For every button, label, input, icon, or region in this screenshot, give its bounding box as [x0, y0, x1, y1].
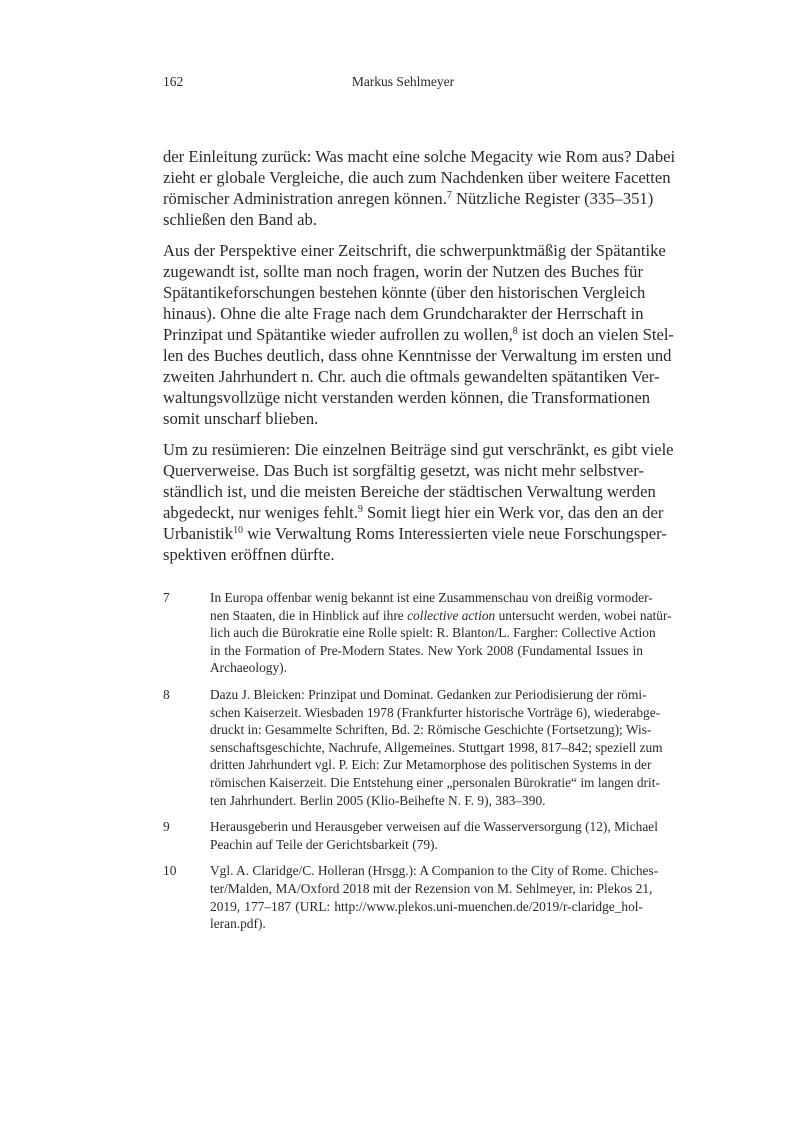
text-run: ist doch an vielen Stel-: [517, 325, 674, 344]
text-line: [163, 146, 676, 167]
paragraph: [163, 240, 674, 429]
text-line: [163, 167, 671, 188]
text-run: Herausgeberin und Herausgeber verweisen auf die Wasserversorgung (12), Michael: [210, 819, 658, 835]
text-line: [163, 481, 656, 502]
footnote-number: 8: [163, 686, 170, 702]
text-run: zugewandt ist, sollte man noch fragen, worin der Nutzen des Buches für: [163, 262, 643, 281]
text-run: dritten Jahrhundert vgl. P. Eich: Zur Metamorphose des politischen Systems in der: [210, 757, 652, 773]
paragraph: [163, 439, 674, 565]
text-run: ter/Malden, MA/Oxford 2018 mit der Rezension von M. Sehlmeyer, in: Plekos 21,: [210, 880, 653, 896]
text-line: [163, 366, 660, 387]
text-line: [210, 756, 652, 774]
text-line: [163, 544, 643, 565]
text-run: der Einleitung zurück: Was macht eine solche Megacity wie Rom aus? Dabei: [163, 147, 676, 166]
text-line: [163, 523, 667, 544]
text-run: Querverweise. Das Buch ist sorgfältig gesetzt, was nicht mehr selbstver-: [163, 461, 644, 480]
text-run: schließen den Band ab.: [163, 210, 317, 229]
text-run: druckt in: Gesammelte Schriften, Bd. 2: Römische Geschichte (Fortsetzung); Wis-: [210, 722, 652, 738]
text-run: len des Buches deutlich, dass ohne Kenntnisse der Verwaltung im ersten und: [163, 346, 672, 365]
text-line: [210, 818, 658, 836]
text-line: [210, 739, 663, 757]
text-run: Spätantikeforschungen bestehen könnte (über den historischen Vergleich: [163, 283, 646, 302]
text-line: [210, 659, 643, 677]
text-line: [163, 439, 674, 460]
text-run: wie Verwaltung Roms Interessierten viele neue Forschungsper-: [243, 524, 667, 543]
footnotes: [163, 589, 672, 942]
text-run: römischen Kaiserzeit. Die Entstehung einer „personalen Bürokratie“ im langen drit-: [210, 774, 660, 790]
text-run: römischer Administration anregen können.: [163, 189, 447, 208]
running-head: Markus Sehlmeyer: [351, 74, 455, 89]
text-run: Archaeology).: [210, 660, 287, 676]
text-run: Nützliche Register (335–351): [451, 189, 654, 208]
text-line: [163, 345, 672, 366]
text-run: Somit liegt hier ein Werk vor, das den an der: [362, 503, 664, 522]
text-line: [163, 303, 643, 324]
paragraph: [163, 146, 676, 230]
text-line: [210, 686, 647, 704]
text-line: [210, 880, 653, 898]
text-run: spektiven eröffnen dürfte.: [163, 545, 335, 564]
body-text: [163, 146, 676, 575]
text-line: [210, 704, 661, 722]
footnote: [163, 818, 658, 853]
text-run: waltungsvollzüge nicht verstanden werden können, die Transformationen: [163, 388, 651, 407]
footnote: [163, 686, 663, 809]
footnote-number: 9: [163, 819, 170, 835]
text-line: [163, 240, 666, 261]
text-run: senschaftsgeschichte, Nachrufe, Allgemeines. Stuttgart 1998, 817–842; speziell zum: [210, 739, 663, 755]
text-run: 2019, 177–187 (URL: http://www.plekos.uni-muenchen.de/2019/r-claridge_hol-: [210, 898, 643, 914]
text-line: [210, 862, 659, 880]
text-line: [210, 836, 643, 854]
footnote-number: 7: [163, 590, 170, 605]
text-line: [210, 721, 652, 739]
text-run: Urbanistik: [163, 524, 234, 543]
text-line: [210, 607, 672, 625]
footnote-ref[interactable]: 10: [233, 525, 244, 537]
footnote-number: 10: [163, 863, 177, 879]
page-header: [163, 74, 643, 94]
footnote-ref[interactable]: 7: [446, 190, 452, 202]
text-run: abgedeckt, nur weniges fehlt.: [163, 503, 358, 522]
text-line: [163, 324, 674, 345]
footnote-ref[interactable]: 9: [357, 504, 363, 516]
text-run: Vgl. A. Claridge/C. Holleran (Hrsgg.): A Companion to the City of Rome. Chiches-: [210, 863, 659, 879]
text-line: [210, 792, 643, 810]
text-line: [210, 898, 643, 916]
text-line: [210, 774, 660, 792]
text-run: lich auch die Bürokratie eine Rolle spielt: R. Blanton/L. Fargher: Collective Action: [210, 625, 656, 641]
text-line: [163, 261, 643, 282]
text-run: somit unscharf blieben.: [163, 409, 319, 428]
text-line: [163, 188, 654, 209]
text-run: zweiten Jahrhundert n. Chr. auch die oftmals gewandelten spätantiken Ver-: [163, 367, 660, 386]
text-run: Aus der Perspektive einer Zeitschrift, die schwerpunktmäßig der Spätantike: [163, 241, 666, 260]
text-line: [210, 915, 643, 933]
italic-text: collective action: [407, 607, 496, 623]
page-number: 162: [163, 74, 184, 89]
text-run: untersucht werden, wobei natür-: [495, 607, 672, 623]
text-run: zieht er globale Vergleiche, die auch zum Nachdenken über weitere Facetten: [163, 168, 671, 187]
text-run: nen Staaten, die in Hinblick auf ihre: [210, 607, 408, 623]
footnote: [163, 862, 659, 932]
text-run: schen Kaiserzeit. Wiesbaden 1978 (Frankfurter historische Vorträge 6), wiederabge-: [210, 704, 661, 720]
text-run: Peachin auf Teile der Gerichtsbarkeit (79).: [210, 836, 438, 852]
text-run: Dazu J. Bleicken: Prinzipat und Dominat. Gedanken zur Periodisierung der römi-: [210, 686, 647, 702]
text-line: [163, 282, 646, 303]
text-run: in the Formation of Pre-Modern States. New York 2008 (Fundamental Issues in: [210, 642, 643, 658]
text-line: [163, 408, 643, 429]
text-run: hinaus). Ohne die alte Frage nach dem Grundcharakter der Herrschaft in: [163, 304, 644, 323]
text-run: leran.pdf).: [210, 916, 266, 932]
text-run: ten Jahrhundert. Berlin 2005 (Klio-Beihefte N. F. 9), 383–390.: [210, 792, 546, 808]
text-line: [163, 460, 643, 481]
text-run: In Europa offenbar wenig bekannt ist eine Zusammenschau von dreißig vormoder-: [210, 590, 653, 605]
text-run: Um zu resümieren: Die einzelnen Beiträge sind gut verschränkt, es gibt viele: [163, 440, 674, 459]
text-line: [210, 642, 643, 660]
text-line: [163, 387, 651, 408]
text-line: [163, 502, 664, 523]
footnote: [163, 589, 672, 677]
text-run: Prinzipat und Spätantike wieder aufrollen zu wollen,: [163, 325, 513, 344]
text-line: [163, 209, 643, 230]
text-line: [210, 589, 653, 607]
text-line: [210, 624, 656, 642]
text-run: ständlich ist, und die meisten Bereiche der städtischen Verwaltung werden: [163, 482, 656, 501]
footnote-ref[interactable]: 8: [512, 326, 518, 338]
